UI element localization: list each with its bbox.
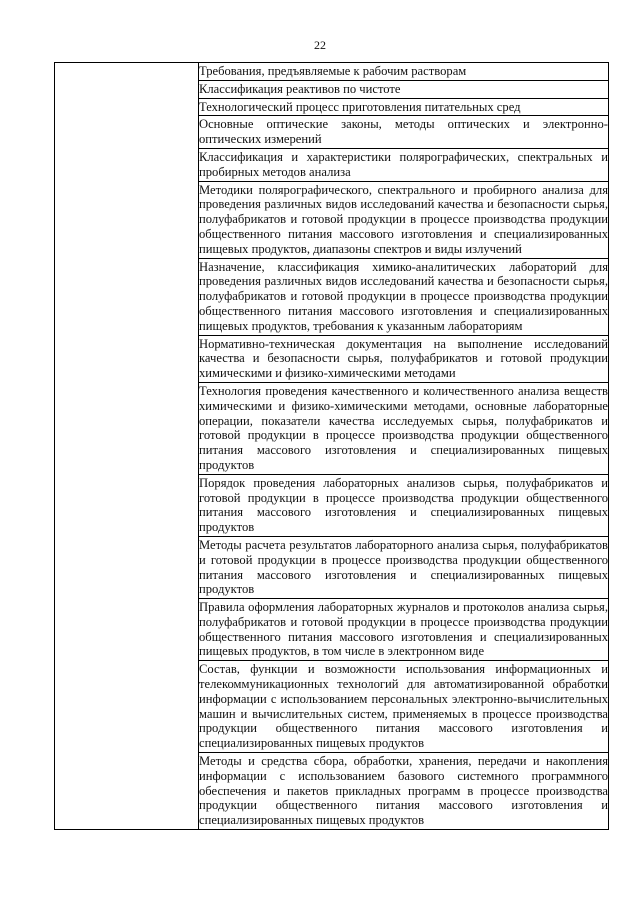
knowledge-list-cell [199, 63, 609, 830]
knowledge-item: Порядок проведения лабораторных анализов сырья, полуфабрикатов и готовой продукции в процессе производства продукции общественного питания массового изготовления и специализированных пищевых продуктов [199, 475, 608, 535]
knowledge-item: Методики полярографического, спектрального и пробирного анализа для проведения различных видов исследований качества и безопасности сырья, полуфабрикатов и готовой продукции в процессе производства продукции общественного питания массового изготовления и специализированных пищевых продуктов, диапазоны спектров и виды излучений [199, 182, 608, 256]
requirements-table [54, 62, 609, 830]
knowledge-item: Классификация реактивов по чистоте [199, 80, 608, 98]
knowledge-item: Технологический процесс приготовления питательных сред [199, 98, 608, 116]
knowledge-item: Правила оформления лабораторных журналов и протоколов анализа сырья, полуфабрикатов и готовой продукции в процессе производства продукции общественного питания массового изготовления и специализированных пищевых продуктов, в том числе в электронном виде [199, 600, 608, 659]
knowledge-item: Состав, функции и возможности использования информационных и телекоммуникационных технологий для автоматизированной обработки информации с использованием персональных электронно-вычислительных машин и вычислительных систем, применяемых в процессе производства продукции общественного питания массового изготовления и специализированных пищевых продуктов [199, 662, 608, 751]
knowledge-item: Методы и средства сбора, обработки, хранения, передачи и накопления информации с использованием базового системного программного обеспечения и пакетов прикладных программ в процессе производства продукции общественного питания массового изготовления и специализированных пищевых продуктов [199, 754, 608, 828]
knowledge-item: Требования, предъявляемые к рабочим растворам [199, 64, 467, 78]
empty-label-cell [55, 63, 199, 830]
table-row [55, 63, 609, 830]
knowledge-item: Технология проведения качественного и количественного анализа веществ химическими и физико-химическими методами, основные лабораторные операции, показатели качества исследуемых сырья, полуфабрикатов и готовой продукции в процессе производства продукции общественного питания массового изготовления и специализированных пищевых продуктов [199, 383, 608, 472]
knowledge-item: Методы расчета результатов лабораторного анализа сырья, полуфабрикатов и готовой продукции в процессе производства продукции общественного питания массового изготовления и специализированных пищевых продуктов [199, 537, 608, 597]
page-number: 22 [314, 38, 326, 52]
knowledge-item: Основные оптические законы, методы оптических и электронно-оптических измерений [199, 117, 608, 147]
knowledge-item: Назначение, классификация химико-аналитических лабораторий для проведения различных видов исследований качества и безопасности сырья, полуфабрикатов и готовой продукции в процессе производства продукции общественного питания массового изготовления и специализированных пищевых продуктов, требования к указанным лабораториям [199, 259, 608, 333]
knowledge-item: Классификация и характеристики полярографических, спектральных и пробирных методов анализа [199, 149, 608, 179]
knowledge-item: Нормативно-техническая документация на выполнение исследований качества и безопасности сырья, полуфабрикатов и готовой продукции химическими и физико-химическими методами [199, 336, 608, 381]
